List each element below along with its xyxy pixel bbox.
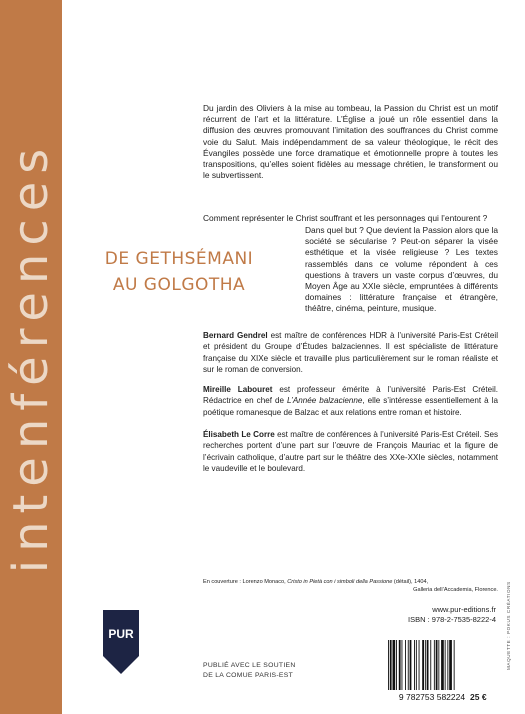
barcode-bar xyxy=(402,640,403,690)
barcode-bar xyxy=(438,640,439,690)
barcode-bar xyxy=(414,640,415,690)
barcode-bar xyxy=(410,640,412,690)
barcode-bar xyxy=(396,640,397,690)
isbn: ISBN : 978-2-7535-8222-4 xyxy=(408,615,496,624)
blurb-paragraph-1: Du jardin des Oliviers à la mise au tombeau, la Passion du Christ est un motif récurrent de l’art et la littérature. L’Église a joué un rôle essentiel dans la diffusion des œuvres promouvant l’imitation des souffrances du Christ comme voie du Salut. Mais indépendamment de sa valeur théologique, le récit des Évangiles possède une force dramatique et émotionnelle propre à toutes les transpositions, qu’elles soient fidèles au message chrétien, le transforment ou le subvertissent. xyxy=(203,103,498,181)
barcode-bar xyxy=(436,640,438,690)
author-name: Mireille Labouret xyxy=(203,385,273,394)
pur-logo xyxy=(101,610,141,674)
barcode-bar xyxy=(399,640,401,690)
pur-logo-text: PUR xyxy=(108,627,134,641)
barcode-bar xyxy=(454,640,455,690)
barcode-bar xyxy=(434,640,435,690)
author-bio-gendrel xyxy=(203,330,498,376)
cover-credit-suffix: (détail), 1404, xyxy=(392,579,429,585)
author-name: Élisabeth Le Corre xyxy=(203,430,275,439)
series-band-text-area xyxy=(0,0,62,714)
barcode-bar xyxy=(408,640,409,690)
price: 25 € xyxy=(470,692,487,702)
barcode-bar xyxy=(445,640,446,690)
barcode-bar xyxy=(388,640,389,690)
isbn-barcode xyxy=(384,638,480,702)
author-bio-labouret xyxy=(203,384,498,418)
book-title-line-2: AU GOLGOTHA xyxy=(112,275,246,295)
barcode-bar xyxy=(405,640,406,690)
barcode-number: 9 782753 582224 xyxy=(398,692,466,702)
series-name: intenférences xyxy=(3,140,59,574)
author-bio-text: est professeur émérite à l’université Paris-Est Créteil. Rédactrice en chef de xyxy=(203,385,498,406)
design-credit: MAQUETTE : POKUS CRÉATIONS xyxy=(506,581,511,670)
author-bio-text: est maître de conférences HDR à l’université Paris-Est Créteil et président du Groupe d’Études balzaciennes. Il est spécialiste de littérature française du XIXe siècle et travaille plus particulièrement sur le roman réaliste et sur le roman de conversion. xyxy=(203,331,498,375)
book-title-line-1: DE GETHSÉMANI xyxy=(104,249,254,269)
cover-credit-location: Galleria dell’Accademia, Florence. xyxy=(413,587,498,593)
book-title xyxy=(104,246,254,298)
barcode-bar xyxy=(393,640,396,690)
barcode-bar xyxy=(425,640,426,690)
barcode-bar xyxy=(422,640,424,690)
author-bio-text: , elle s’intéresse essentiellement à la poétique romanesque de Balzac et aux relations entre roman et histoire. xyxy=(203,396,498,417)
blurb-paragraph-2: Comment représenter le Christ souffrant et les personnages qui l’entourent ? xyxy=(203,213,488,223)
publisher-website: www.pur-editions.fr xyxy=(432,605,496,614)
cover-credit xyxy=(203,578,498,594)
barcode-bars xyxy=(388,640,455,690)
journal-title: L’Année balzacienne xyxy=(286,396,363,406)
barcode-bar xyxy=(430,640,431,690)
barcode-bar xyxy=(427,640,429,690)
barcode-bar xyxy=(419,640,420,690)
barcode-bar xyxy=(449,640,452,690)
support-line-2: DE LA COMUE PARIS-EST xyxy=(203,672,294,679)
barcode-bar xyxy=(441,640,444,690)
author-bio-text: est maître de conférences à l’université Paris-Est Créteil. Ses recherches portent d’une part sur l’œuvre de François Mauriac et la figure de l’écrivain catholique, d’autre part sur le théâtre des XXe-XXIe siècles, notamment le vaudeville et le boulevard. xyxy=(203,430,498,474)
cover-credit-work: Cristo in Pietà con i simboli della Passione xyxy=(287,579,393,585)
cover-credit-prefix: En couverture : Lorenzo Monaco, xyxy=(203,579,288,585)
barcode-bar xyxy=(416,640,417,690)
barcode-bar xyxy=(390,640,392,690)
support-line-1: PUBLIÉ AVEC LE SOUTIEN xyxy=(203,662,296,669)
author-name: Bernard Gendrel xyxy=(203,331,268,340)
blurb-paragraph-3: Dans quel but ? Que devient la Passion alors que la société se sécularise ? Peut-on séparer la visée esthétique et la visée religieuse ? Les textes rassemblés dans ce volume répondent à ces questions à travers un vaste corpus d’œuvres, du Moyen Âge au XXIe siècle, empruntées à différents domaines : littérature française et étrangère, théâtre, cinéma, peinture, musique. xyxy=(305,225,498,314)
support-notice xyxy=(203,661,296,681)
barcode-bar xyxy=(447,640,448,690)
author-bio-le-corre xyxy=(203,429,498,475)
